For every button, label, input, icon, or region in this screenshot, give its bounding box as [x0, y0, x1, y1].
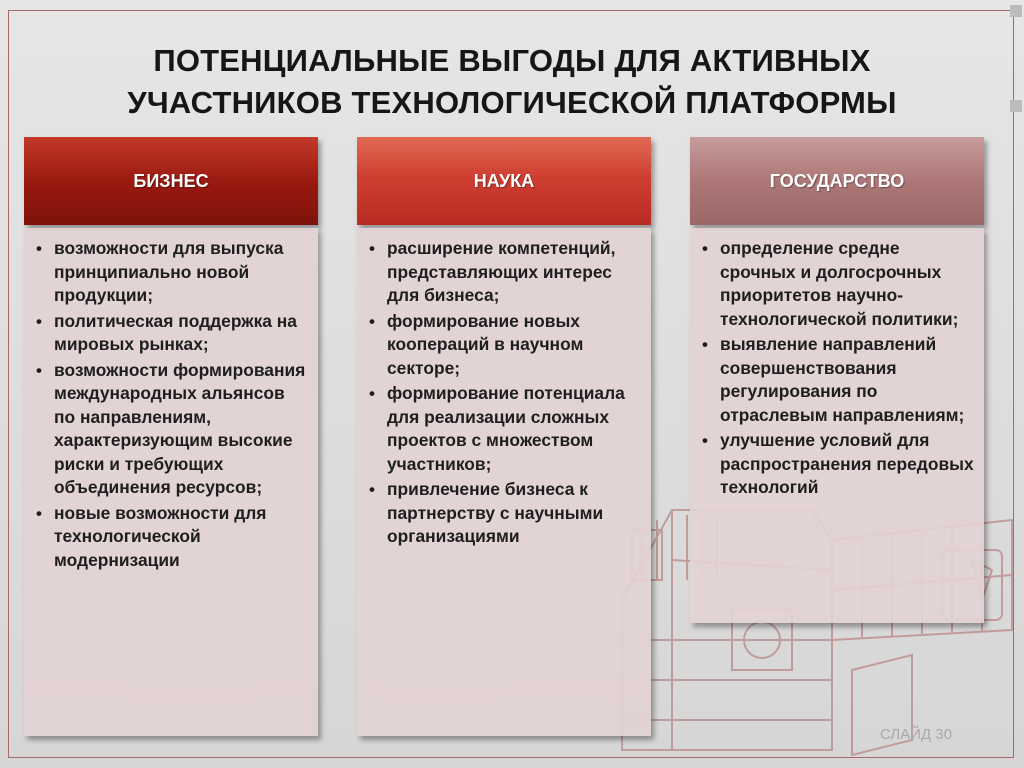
column-body-government	[690, 228, 984, 623]
title-line-1: ПОТЕНЦИАЛЬНЫЕ ВЫГОДЫ ДЛЯ АКТИВНЫХ	[153, 43, 871, 78]
heading-label: БИЗНЕС	[133, 170, 209, 191]
slide-title	[30, 40, 994, 124]
column-business	[24, 137, 318, 736]
list-item: • формирование новых коопераций в научном секторе;	[366, 310, 643, 381]
column-heading-science	[357, 137, 651, 225]
list-item: • новые возможности для технологической модернизации	[33, 502, 310, 573]
list-item: • улучшение условий для распространения передовых технологий	[699, 429, 976, 500]
list-item: • определение средне срочных и долгосрочных приоритетов научно-технологической политики;	[699, 237, 976, 331]
column-body-business	[24, 228, 318, 736]
slide-number: СЛАЙД 30	[880, 726, 952, 743]
column-government	[690, 137, 984, 623]
title-line-2: УЧАСТНИКОВ ТЕХНОЛОГИЧЕСКОЙ ПЛАТФОРМЫ	[127, 85, 897, 120]
list-item: • возможности для выпуска принципиально новой продукции;	[33, 237, 310, 308]
list-item: • выявление направлений совершенствования регулирования по отраслевым направлениям;	[699, 333, 976, 427]
list-item: • формирование потенциала для реализации сложных проектов с множеством участников;	[366, 382, 643, 476]
list-item: • привлечение бизнеса к партнерству с научными организациями	[366, 478, 643, 549]
corner-mark-top-right	[1010, 5, 1022, 17]
column-heading-government	[690, 137, 984, 225]
heading-label: НАУКА	[473, 170, 535, 191]
column-science	[357, 137, 651, 736]
list-item: • расширение компетенций, представляющих интерес для бизнеса;	[366, 237, 643, 308]
column-body-science	[357, 228, 651, 736]
heading-label: ГОСУДАРСТВО	[769, 170, 905, 191]
column-heading-business	[24, 137, 318, 225]
corner-mark-right	[1010, 100, 1022, 112]
list-item: • политическая поддержка на мировых рынках;	[33, 310, 310, 357]
list-item: • возможности формирования международных альянсов по направлениям, характеризующим высокие риски и требующих объединения ресурсов;	[33, 359, 310, 500]
